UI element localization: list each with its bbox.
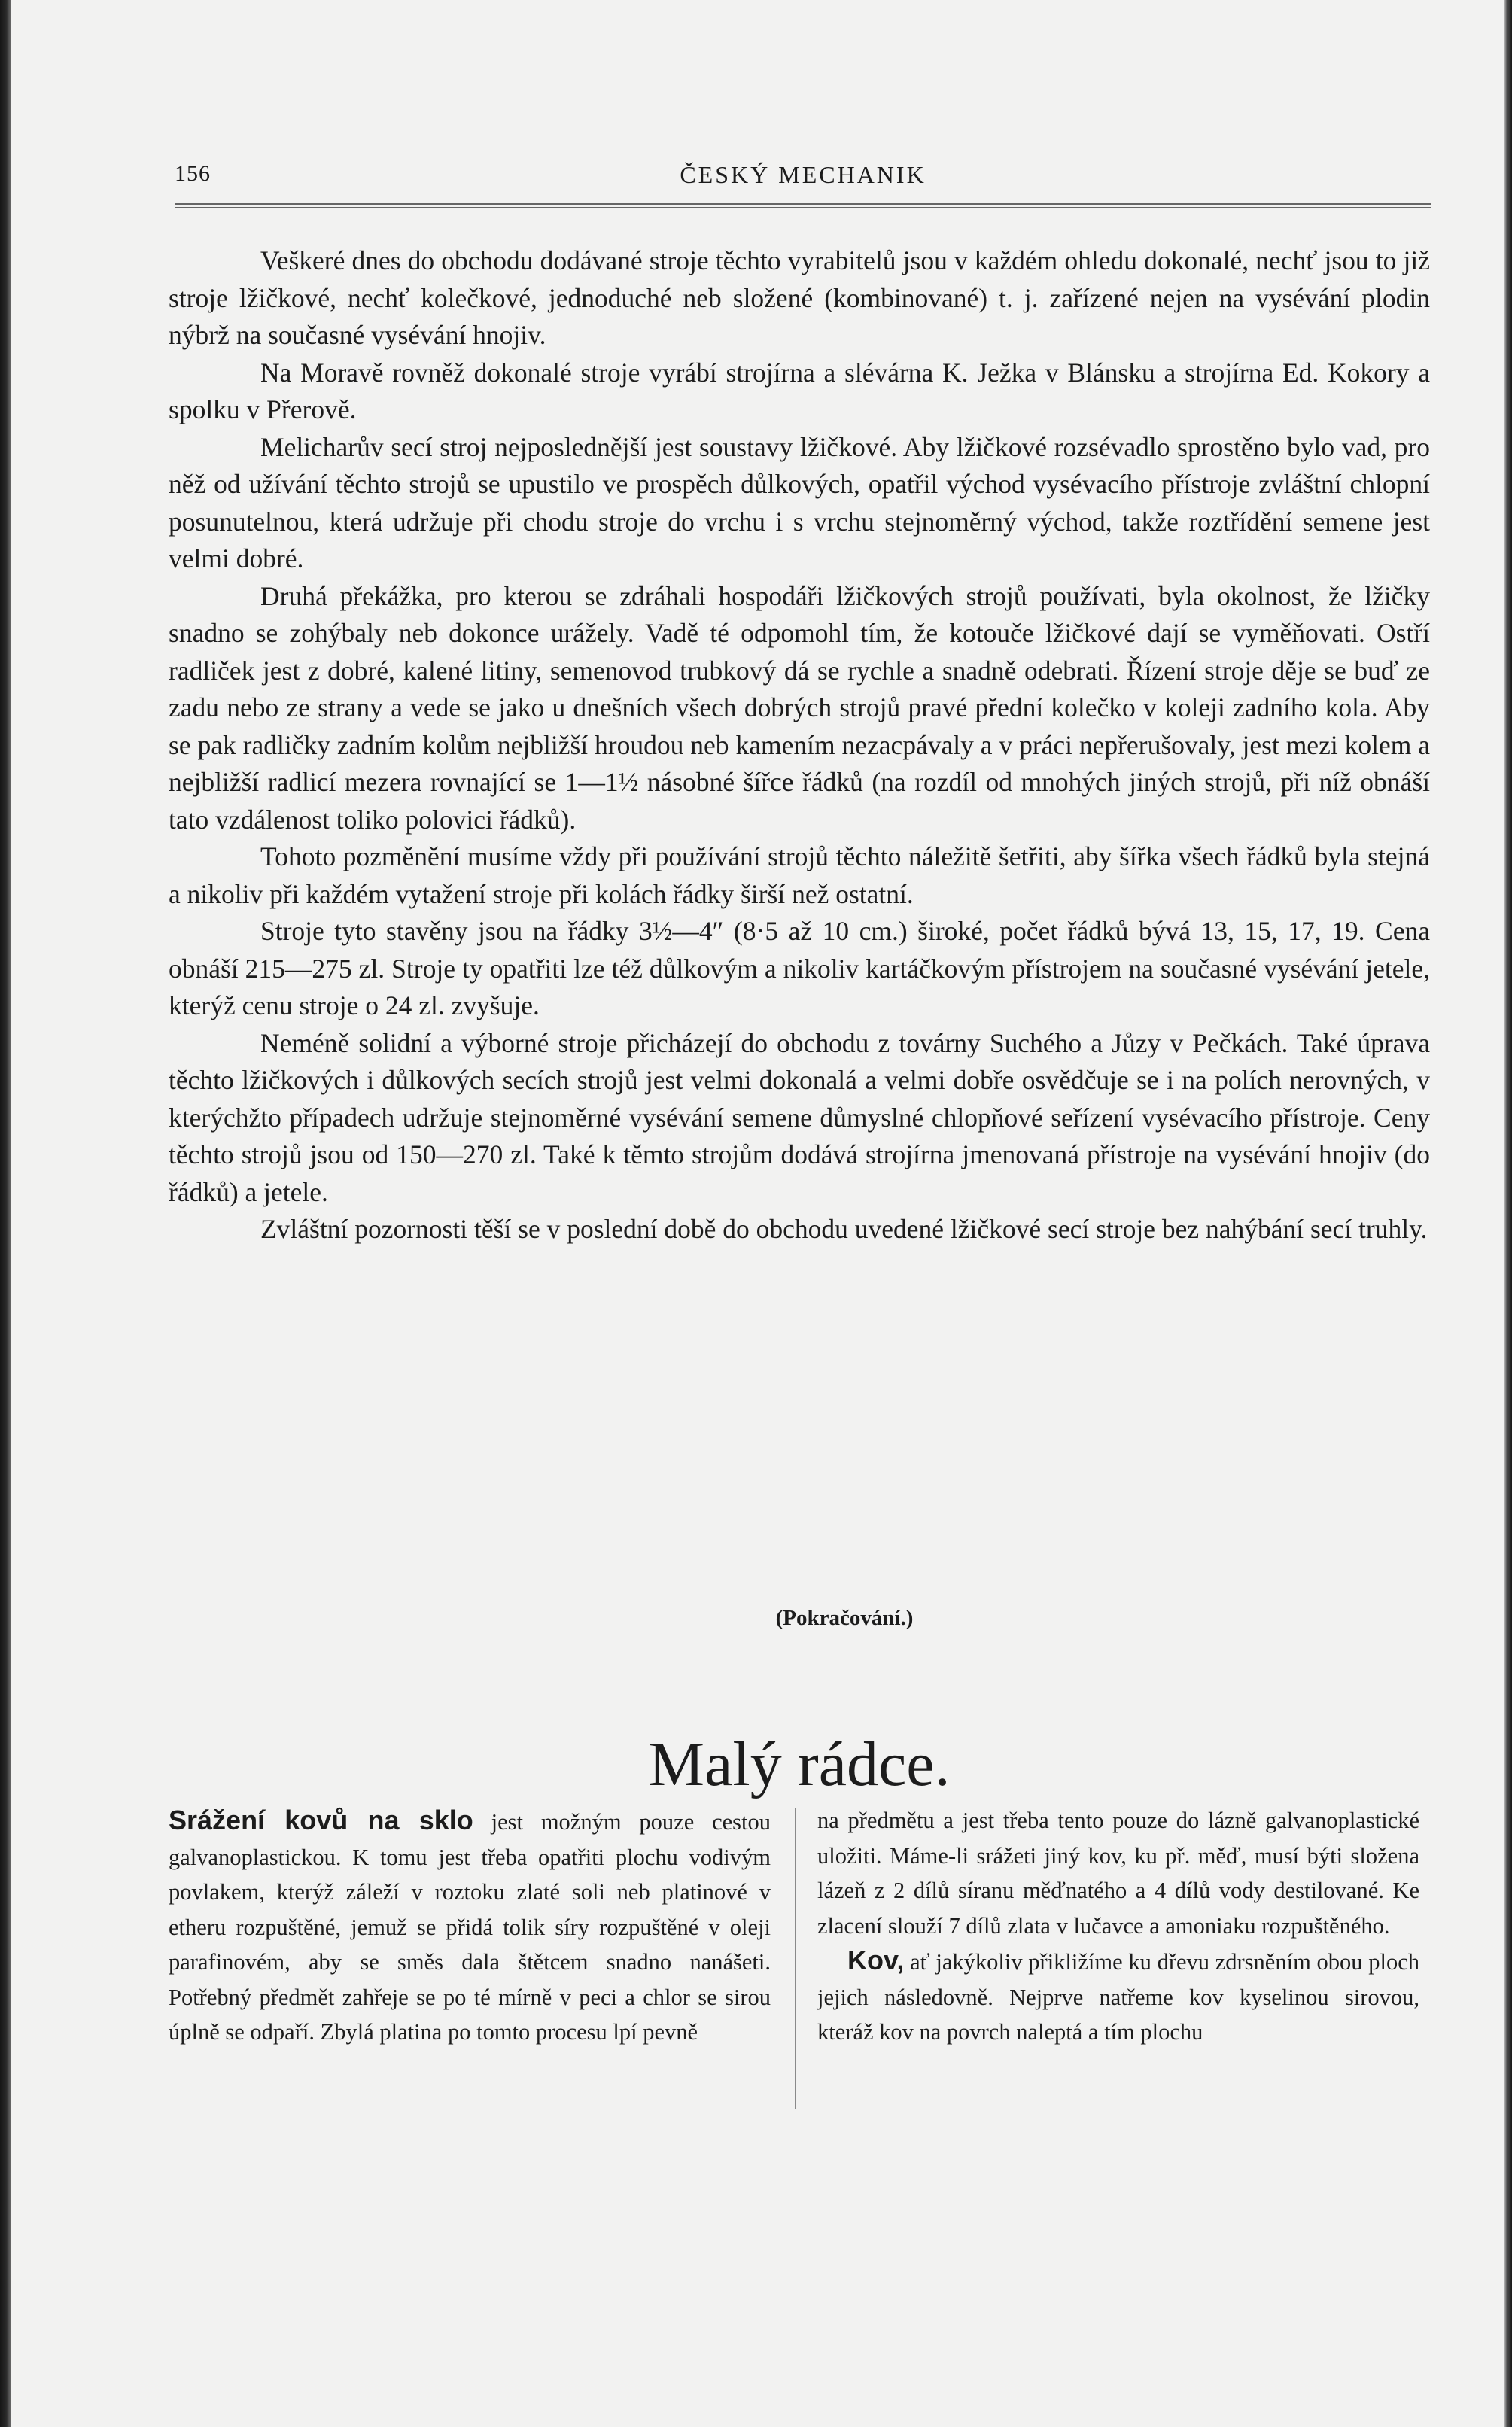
article-paragraph: Tohoto pozměnění musíme vždy při používání strojů těchto náležitě šetřiti, aby šířka všech řádků byla stejná a nikoliv při každém vytažení stroje při kolách řádky širší než ostatní. <box>169 841 1430 909</box>
article-body <box>169 242 1430 1248</box>
tip-paragraph <box>817 1943 1419 2050</box>
scan-left-edge <box>0 0 11 2427</box>
section-title: Malý rádce. <box>648 1729 951 1799</box>
article-paragraph: Zvláštní pozornosti těší se v poslední době do obchodu uvedené lžičkové secí stroje bez nahýbání secí truhly. <box>260 1214 1428 1244</box>
article-paragraph: Stroje tyto stavěny jsou na řádky 3½—4″ (8·5 až 10 cm.) široké, počet řádků bývá 13, 15, 17, 19. Cena obnáší 215—275 zl. Stroje ty opatřiti lze též důlkovým a nikoliv kartáčkovým přístrojem na současné vysévání jetele, kterýž cenu stroje o 24 zl. zvyšuje. <box>169 916 1430 1020</box>
scan-right-edge <box>1504 0 1512 2427</box>
tips-left-column <box>169 1803 771 2050</box>
article-paragraph: Veškeré dnes do obchodu dodávané stroje těchto vyrabitelů jsou v každém ohledu dokonalé, nechť jsou to již stroje lžičkové, nechť kolečkové, jednoduché neb složené (kombinované) t. j. zařízené nejen na vysévání plodin nýbrž na současné vysévání hnojiv. <box>169 245 1430 350</box>
article-paragraph: Na Moravě rovněž dokonalé stroje vyrábí strojírna a slévárna K. Ježka v Blánsku a strojírna Ed. Kokory a spolku v Přerově. <box>169 357 1430 424</box>
continued-note: (Pokračování.) <box>775 1606 914 1630</box>
header-rule <box>175 203 1431 208</box>
journal-title: ČESKÝ MECHANIK <box>680 161 926 188</box>
running-head <box>175 155 1431 193</box>
tip-heading: Srážení kovů na sklo <box>169 1805 473 1835</box>
tip-paragraph <box>169 1803 771 2050</box>
tip-text: jest možným pouze cestou galvanoplastickou. K tomu jest třeba opatřiti plochu vodivým povlakem, kterýž záleží v roztoku zlaté soli neb platinové v etheru rozpuštěné, jemuž se přidá tolik síry rozpuštěné v oleji parafinovém, aby se směs dala štětcem snadno nanášeti. Potřebný předmět zahřeje se po té mírně v peci a chlor se sirou úplně se odpaří. Zbylá platina po tomto procesu lpí pevně <box>169 1809 771 2045</box>
tip-paragraph: na předmětu a jest třeba tento pouze do lázně galvanoplastické uložiti. Máme-li srážeti jiný kov, ku př. měď, musí býti složena lázeň z 2 dílů síranu měďnatého a 4 dílů vody destilované. Ke zlacení slouží 7 dílů zlata v lučavce a amoniaku rozpuštěného. <box>817 1808 1419 1939</box>
article-paragraph: Druhá překážka, pro kterou se zdráhali hospodáři lžičkových strojů používati, byla okolnost, že lžičky snadno se zohýbaly neb dokonce urážely. Vadě té odpomohl tím, že kotouče lžičkové dají se vyměňovati. Ostří radliček jest z dobré, kalené litiny, semenovod trubkový dá se rychle a snadně odebrati. Řízení stroje děje se buď ze zadu nebo ze strany a vede se jako u dnešních všech dobrých strojů pravé přední kolečko v koleji zadního kola. Aby se pak radličky zadním kolům nejbližší hroudou neb kamením nezacpávaly a v práci nepřerušovaly, jest mezi kolem a nejbližší radlicí mezera rovnající se 1—1½ násobné šířce řádků (na rozdíl od mnohých jiných strojů, při níž obnáší tato vzdálenost toliko polovici řádků). <box>169 580 1430 835</box>
page-number: 156 <box>175 161 211 186</box>
tips-columns <box>169 1803 1430 2119</box>
tip-text: ať jakýkoliv přikližíme ku dřevu zdrsněním obou ploch jejich následovně. Nejprve natřeme kov kyselinou sirovou, kteráž kov na povrch naleptá a tím plochu <box>817 1949 1419 2045</box>
column-divider <box>795 1808 796 2109</box>
tips-right-column <box>817 1803 1419 2050</box>
tip-heading: Kov, <box>847 1945 905 1975</box>
article-paragraph: Melicharův secí stroj nejposlednější jest soustavy lžičkové. Aby lžičkové rozsévadlo sprostěno bylo vad, pro něž od užívání těchto strojů se upustilo ve prospěch důlkových, opatřil východ vysévacího přístroje zvláštní chlopní posunutelnou, která udržuje při chodu stroje do vrchu i s vrchu stejnoměrný východ, takže roztřídění semene jest velmi dobré. <box>169 431 1430 573</box>
article-paragraph: Neméně solidní a výborné stroje přicházejí do obchodu z továrny Suchého a Jůzy v Pečkách. Také úprava těchto lžičkových i důlkových secích strojů jest velmi dokonalá a velmi dobře osvědčuje se i na polích nerovných, v kterýchžto případech udržuje stejnoměrné vysévání semene důmyslné chlopňové seřízení vysévacího přístroje. Ceny těchto strojů jsou od 150—270 zl. Také k těmto strojům dodává strojírna jmenovaná přístroje na vysévání hnojiv (do řádků) a jetele. <box>169 1027 1430 1207</box>
